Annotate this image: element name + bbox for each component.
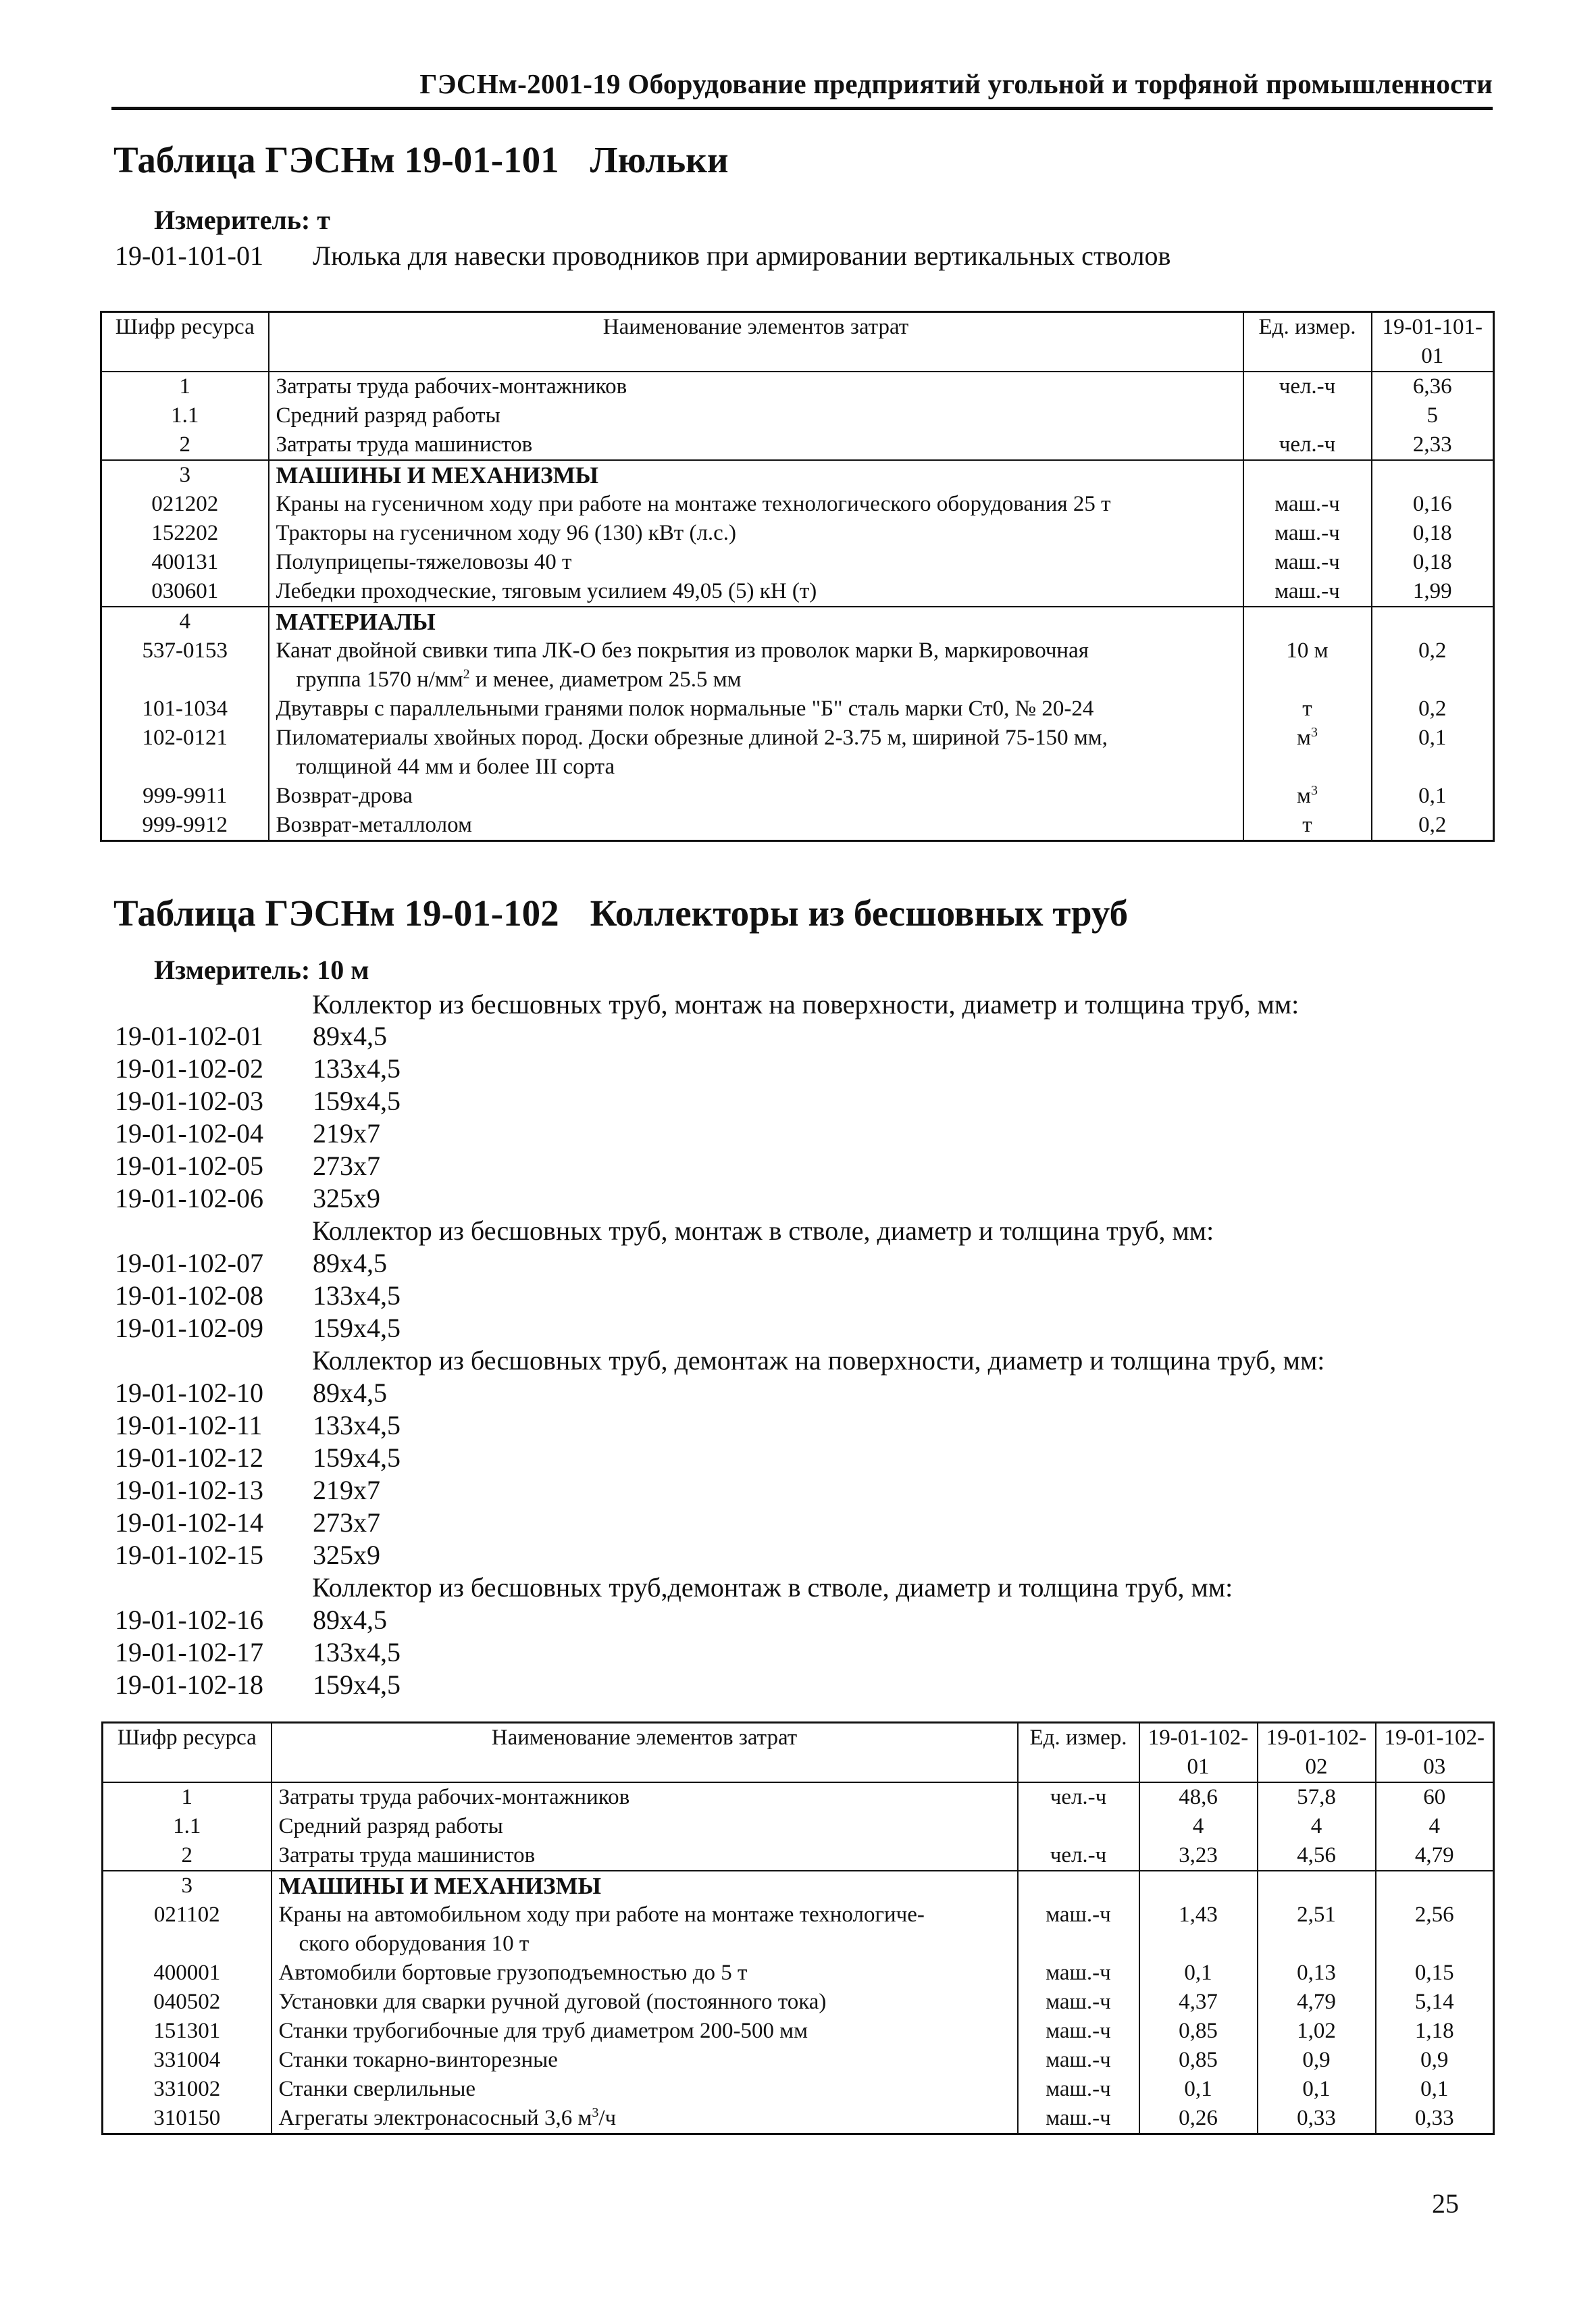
table2-title-name: Коллекторы из бесшовных труб [590,892,1129,934]
table-row: 1.1 Средний разряд работы 5 [101,401,1494,430]
page-number: 25 [1432,2188,1459,2219]
table1-measure: Измеритель: т [154,205,330,235]
table2-measure: Измеритель: 10 м [154,955,369,985]
table-row: 151301 Станки трубогибочные для труб диаметром 200-500 мм маш.-ч 0,85 1,02 1,18 [103,2017,1494,2046]
col-header-unit: Ед. измер. [1018,1723,1139,1783]
col-header-value-1: 19-01-102-01 [1139,1723,1258,1783]
table2-grid [101,1721,1495,2135]
section-header-row: 3 МАШИНЫ И МЕХАНИЗМЫ [101,460,1494,490]
running-header: ГЭСНм-2001-19 Оборудование предприятий угольной и торфяной промышленности [419,68,1493,99]
table-row: 152202 Тракторы на гусеничном ходу 96 (130) кВт (л.с.) маш.-ч 0,18 [101,519,1494,548]
section-header-row: 3 МАШИНЫ И МЕХАНИЗМЫ [103,1871,1494,1901]
table-header-row [103,1723,1494,1783]
col-header-unit: Ед. измер. [1243,312,1372,372]
table2-title-code: Таблица ГЭСНм 19-01-102 [113,892,559,934]
table-row: 999-9912 Возврат-металлолом т 0,2 [101,811,1494,841]
table-row: 021102 Краны на автомобильном ходу при работе на монтаже технологиче- ского оборудования 10 т маш.-ч 1,43 2,51 2,56 [103,1901,1494,1959]
col-header-value: 19-01-101-01 [1372,312,1494,372]
table2-title [113,892,1128,934]
table-row: 400001 Автомобили бортовые грузоподъемностью до 5 т маш.-ч 0,1 0,13 0,15 [103,1959,1494,1988]
table1-title-name: Люльки [590,139,729,180]
table-row: 040502 Установки для сварки ручной дуговой (постоянного тока) маш.-ч 4,37 4,79 5,14 [103,1988,1494,2017]
table-row: 310150 Агрегаты электронасосный 3,6 $м^3/ч$ маш.-ч 0,26 0,33 0,33 [103,2104,1494,2134]
table-row: 331004 Станки токарно-винторезные маш.-ч 0,85 0,9 0,9 [103,2046,1494,2075]
table-row: 999-9911 Возврат-дрова $м^3$ 0,1 [101,782,1494,811]
table-row: 1 Затраты труда рабочих-монтажников чел.-ч 6,36 [101,372,1494,401]
col-header-code: Шифр ресурса [101,312,269,372]
table-row: 537-0153 Канат двойной свивки типа ЛК-О без покрытия из проволок марки В, маркировочная группа 1570 $н/мм^2$ и менее, диаметром 25.5 мм 10 м 0,2 [101,636,1494,695]
group-head: Коллектор из бесшовных труб, монтаж в стволе, диаметр и толщина труб, мм: [312,1215,1214,1246]
item-desc: Люлька для навески проводников при армировании вертикальных стволов [313,241,1171,271]
table-row: 1 Затраты труда рабочих-монтажников чел.-ч 48,6 57,8 60 [103,1782,1494,1812]
table-row: 331002 Станки сверлильные маш.-ч 0,1 0,1 0,1 [103,2075,1494,2104]
col-header-value-3: 19-01-102-03 [1376,1723,1494,1783]
table-row: 2 Затраты труда машинистов чел.-ч 2,33 [101,430,1494,460]
group-head: Коллектор из бесшовных труб,демонтаж в стволе, диаметр и толщина труб, мм: [312,1572,1233,1603]
header-rule [111,107,1493,110]
group-head: Коллектор из бесшовных труб, монтаж на поверхности, диаметр и толщина труб, мм: [312,989,1299,1020]
item-code: 19-01-101-01 [115,241,263,271]
table-row: 021202 Краны на гусеничном ходу при работе на монтаже технологического оборудования 25 т маш.-ч 0,16 [101,490,1494,519]
table-row: 400131 Полуприцепы-тяжеловозы 40 т маш.-ч 0,18 [101,548,1494,577]
table-row: 1.1 Средний разряд работы 4 4 4 [103,1812,1494,1841]
section-header-row: 4 МАТЕРИАЛЫ [101,607,1494,636]
table-row: 2 Затраты труда машинистов чел.-ч 3,23 4,56 4,79 [103,1841,1494,1871]
col-header-name: Наименование элементов затрат [269,312,1243,372]
col-header-value-2: 19-01-102-02 [1258,1723,1376,1783]
col-header-code: Шифр ресурса [103,1723,272,1783]
col-header-name: Наименование элементов затрат [272,1723,1018,1783]
table1-title-code: Таблица ГЭСНм 19-01-101 [113,139,559,180]
table-row: 101-1034 Двутавры с параллельными гранями полок нормальные "Б" сталь марки Ст0, № 20-24 т 0,2 [101,695,1494,724]
group-head: Коллектор из бесшовных труб, демонтаж на поверхности, диаметр и толщина труб, мм: [312,1345,1325,1376]
table1-grid [100,311,1495,842]
table1-title [113,139,729,181]
table-row: 030601 Лебедки проходческие, тяговым усилием 49,05 (5) кН (т) маш.-ч 1,99 [101,577,1494,607]
table-header-row [101,312,1494,372]
table-row: 102-0121 Пиломатериалы хвойных пород. Доски обрезные длиной 2-3.75 м, шириной 75-150 мм, толщиной 44 мм и более III сорта $м^3$ 0,1 [101,724,1494,782]
